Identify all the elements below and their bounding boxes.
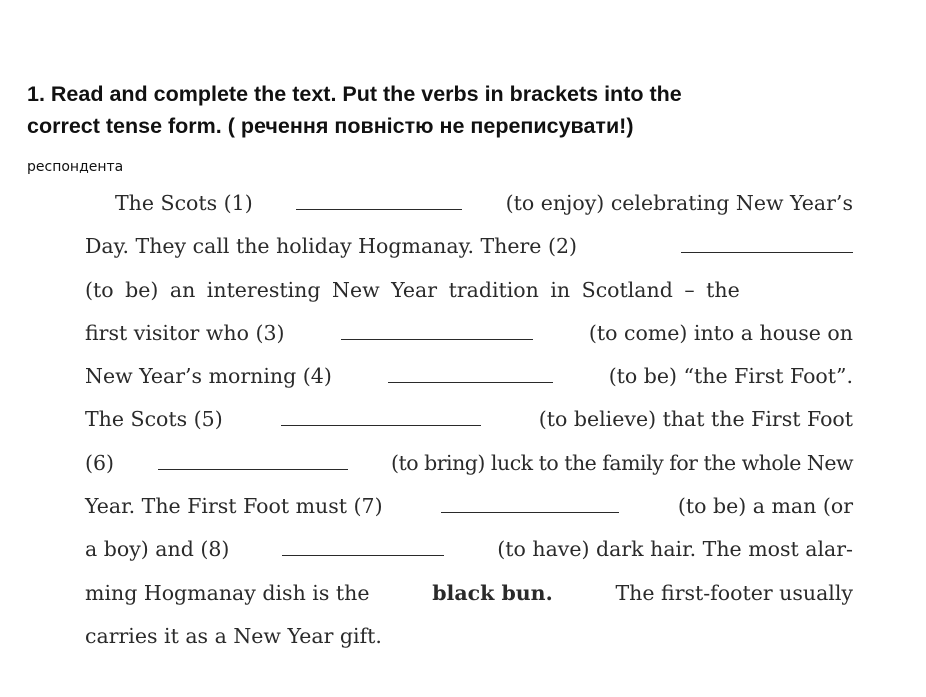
text-line-2 (85, 225, 853, 268)
task-heading (27, 78, 907, 142)
answer-blank-3[interactable] (341, 338, 533, 340)
text-segment: (to be) “the First Foot”. (608, 364, 853, 389)
text-segment: (to believe) that the First Foot (538, 407, 853, 432)
text-segment: (to be) an interesting New Year tradition in Scotland – the (85, 277, 740, 302)
text-line-11 (85, 615, 853, 658)
note-text: респондента (27, 159, 124, 175)
text-line-6 (85, 398, 853, 441)
text-line-5 (85, 355, 853, 398)
task-heading-line-1: 1. Read and complete the text. Put the verbs in brackets into the (27, 82, 682, 106)
text-segment: New Year’s morning (4) (85, 364, 332, 389)
text-segment: (to come) into a house on (588, 320, 853, 345)
text-line-9 (85, 528, 853, 571)
text-line-1 (85, 182, 853, 225)
text-segment: ming Hogmanay dish is the (85, 580, 370, 605)
answer-blank-2[interactable] (681, 251, 853, 253)
text-segment: (to enjoy) celebrating New Year’s (505, 191, 853, 215)
black-bun-bold-text: black bun. (432, 580, 553, 605)
answer-blank-8[interactable] (282, 554, 444, 556)
text-line-8 (85, 485, 853, 528)
answer-blank-7[interactable] (441, 511, 619, 513)
text-line-4 (85, 312, 853, 355)
answer-blank-6[interactable] (158, 468, 348, 470)
text-line-3 (85, 269, 853, 312)
text-line-10 (85, 572, 853, 615)
text-segment: (to have) dark hair. The most alar- (497, 537, 853, 562)
text-segment: a boy) and (8) (85, 537, 230, 562)
task-heading-line-2: correct tense form. ( речення повністю не переписувати!) (27, 114, 634, 138)
text-segment: Year. The First Foot must (7) (85, 494, 383, 519)
text-segment: (to bring) luck to the family for the whole New (391, 450, 853, 475)
answer-blank-5[interactable] (281, 424, 481, 426)
exercise-text (85, 182, 853, 658)
answer-blank-4[interactable] (388, 381, 553, 383)
text-segment: Day. They call the holiday Hogmanay. There (2) (85, 234, 577, 259)
text-segment: The first-footer usually (615, 580, 853, 605)
answer-blank-1[interactable] (296, 208, 462, 210)
text-segment: carries it as a New Year gift. (85, 623, 382, 648)
text-segment: first visitor who (3) (85, 320, 285, 345)
text-segment: (6) (85, 450, 115, 475)
text-segment: (to be) a man (or (677, 494, 853, 519)
text-segment: The Scots (1) (115, 191, 253, 215)
text-line-7 (85, 442, 853, 485)
text-segment: The Scots (5) (85, 407, 223, 432)
